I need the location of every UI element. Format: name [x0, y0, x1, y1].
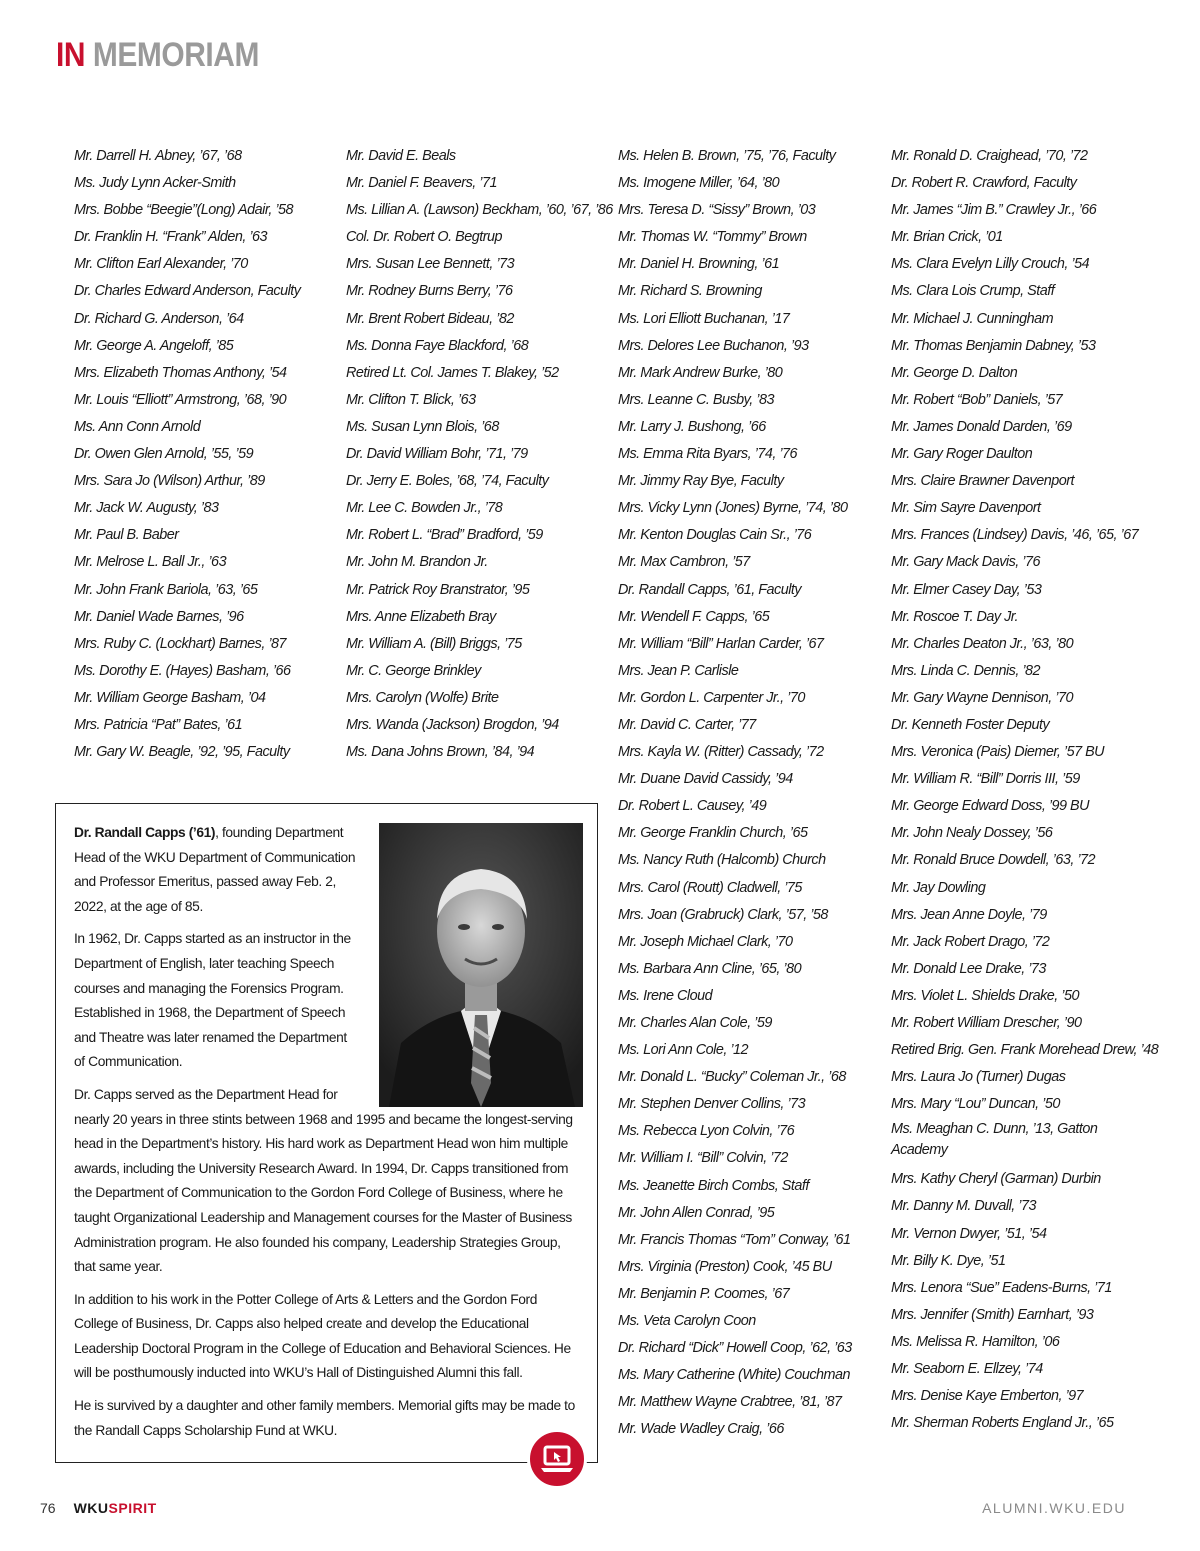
memoriam-name: Mr. George D. Dalton — [891, 364, 1018, 381]
memoriam-name: Mrs. Kayla W. (Ritter) Cassady, ’72 — [618, 744, 824, 761]
memoriam-name: Ms. Donna Faye Blackford, ’68 — [346, 337, 529, 354]
memoriam-name: Mrs. Frances (Lindsey) Davis, ’46, ’65, ’67 — [891, 527, 1139, 544]
memoriam-name: Mrs. Elizabeth Thomas Anthony, ’54 — [74, 364, 287, 381]
memoriam-name: Mr. Donald L. “Bucky” Coleman Jr., ’68 — [618, 1069, 846, 1086]
memoriam-name: Mr. Joseph Michael Clark, ’70 — [618, 933, 793, 950]
memoriam-name: Dr. Franklin H. “Frank” Alden, ’63 — [74, 229, 268, 246]
memoriam-name: Mr. David E. Beals — [346, 148, 456, 164]
memoriam-name: Mrs. Patricia “Pat” Bates, ’61 — [74, 716, 243, 733]
memoriam-name: Retired Lt. Col. James T. Blakey, ’52 — [346, 364, 559, 381]
memoriam-name: Mr. George Franklin Church, ’65 — [618, 825, 808, 842]
memoriam-name: Mr. Wendell F. Capps, ’65 — [618, 608, 770, 625]
memoriam-name: Mrs. Ruby C. (Lockhart) Barnes, ’87 — [74, 635, 287, 652]
memoriam-name: Mr. Gary W. Beagle, ’92, ’95, Faculty — [74, 744, 290, 761]
memoriam-name: Mr. Patrick Roy Branstrator, ’95 — [346, 581, 530, 598]
memoriam-name: Dr. Charles Edward Anderson, Faculty — [74, 283, 301, 300]
memoriam-name: Mr. Kenton Douglas Cain Sr., ’76 — [618, 527, 812, 544]
memoriam-name: Mr. Vernon Dwyer, ’51, ’54 — [891, 1225, 1047, 1242]
memoriam-name: Mr. Daniel F. Beavers, ’71 — [346, 175, 497, 192]
memoriam-name: Mr. David C. Carter, ’77 — [618, 716, 756, 733]
memoriam-name: Mrs. Veronica (Pais) Diemer, ’57 BU — [891, 744, 1105, 761]
memoriam-name: Mr. Ronald Bruce Dowdell, ’63, ’72 — [891, 852, 1096, 869]
memoriam-name: Mr. Roscoe T. Day Jr. — [891, 608, 1019, 625]
memoriam-name: Dr. Owen Glen Arnold, ’55, ’59 — [74, 446, 254, 463]
memoriam-name: Mr. Darrell H. Abney, ’67, ’68 — [74, 148, 242, 164]
memoriam-name: Ms. Nancy Ruth (Halcomb) Church — [618, 852, 826, 869]
memoriam-name: Mr. Clifton Earl Alexander, ’70 — [74, 256, 248, 273]
memoriam-name: Mr. Robert William Drescher, ’90 — [891, 1015, 1082, 1031]
page-number: 76 — [40, 1500, 56, 1516]
memoriam-name: Mrs. Violet L. Shields Drake, ’50 — [891, 987, 1079, 1004]
memoriam-name: Mrs. Vicky Lynn (Jones) Byrne, ’74, ’80 — [618, 500, 848, 517]
memoriam-name: Mr. William I. “Bill” Colvin, ’72 — [618, 1150, 788, 1167]
brand-spirit: SPIRIT — [108, 1500, 157, 1516]
memoriam-name: Mrs. Carol (Routt) Cladwell, ’75 — [618, 879, 802, 896]
memoriam-name: Ms. Susan Lynn Blois, ’68 — [346, 418, 499, 435]
memoriam-name: Mr. Billy K. Dye, ’51 — [891, 1252, 1006, 1269]
memoriam-name: Ms. Lori Ann Cole, ’12 — [618, 1042, 749, 1059]
memoriam-name: Mrs. Leanne C. Busby, ’83 — [618, 391, 775, 408]
memoriam-name: Ms. Clara Lois Crump, Staff — [891, 283, 1055, 300]
memoriam-name: Mr. Daniel H. Browning, ’61 — [618, 256, 780, 273]
memoriam-name: Mr. Brent Robert Bideau, ’82 — [346, 310, 514, 327]
memoriam-name: Dr. Jerry E. Boles, ’68, ’74, Faculty — [346, 473, 549, 490]
memoriam-name: Dr. Robert R. Crawford, Faculty — [891, 175, 1077, 192]
memoriam-name: Mr. James Donald Darden, ’69 — [891, 418, 1072, 435]
memoriam-name: Mr. Max Cambron, ’57 — [618, 554, 750, 571]
memoriam-name: Mr. Daniel Wade Barnes, ’96 — [74, 608, 244, 625]
memoriam-name: Mrs. Delores Lee Buchanon, ’93 — [618, 337, 809, 354]
memoriam-name: Ms. Melissa R. Hamilton, ’06 — [891, 1333, 1060, 1350]
obituary-box — [55, 803, 598, 1463]
memoriam-name: Dr. David William Bohr, ’71, ’79 — [346, 446, 528, 463]
name-column-2 — [346, 144, 613, 767]
obituary-paragraph-4: In addition to his work in the Potter College of Arts & Letters and the Gordon Ford College of Business, Dr. Capps also helped create and develop the Educational Leadership Doctoral Program in the College of Education and Behavioral Sciences. He will be posthumously inducted into WKU’s Hall of Distinguished Alumni this fall. — [74, 1291, 571, 1381]
memoriam-name: Ms. Rebecca Lyon Colvin, ’76 — [618, 1123, 795, 1140]
memoriam-name: Mrs. Susan Lee Bennett, ’73 — [346, 256, 515, 273]
memoriam-name: Mr. Benjamin P. Coomes, ’67 — [618, 1285, 790, 1302]
memoriam-name: Mr. Charles Alan Cole, ’59 — [618, 1015, 772, 1031]
memoriam-name: Mr. George A. Angeloff, ’85 — [74, 337, 234, 354]
laptop-icon-glyph — [530, 1432, 584, 1486]
memoriam-name: Mr. Wade Wadley Craig, ’66 — [618, 1421, 784, 1438]
memoriam-name: Ms. Dorothy E. (Hayes) Basham, ’66 — [74, 662, 291, 679]
memoriam-name: Mr. Michael J. Cunningham — [891, 310, 1054, 327]
memoriam-name: Mr. Duane David Cassidy, ’94 — [618, 771, 793, 788]
memoriam-name: Mrs. Lenora “Sue” Eadens-Burns, ’71 — [891, 1279, 1112, 1296]
obituary-text — [74, 821, 582, 1451]
memoriam-name: Mr. Ronald D. Craighead, ’70, ’72 — [891, 148, 1088, 164]
obituary-name: Dr. Randall Capps (’61) — [74, 825, 216, 840]
memoriam-name: Mr. Lee C. Bowden Jr., ’78 — [346, 500, 503, 517]
memoriam-name: Mr. Danny M. Duvall, ’73 — [891, 1198, 1037, 1215]
memoriam-name: Mrs. Joan (Grabruck) Clark, ’57, ’58 — [618, 906, 828, 923]
memoriam-name: Mrs. Laura Jo (Turner) Dugas — [891, 1069, 1066, 1086]
memoriam-name: Mr. John Allen Conrad, ’95 — [618, 1204, 775, 1221]
memoriam-name: Mr. William A. (Bill) Briggs, ’75 — [346, 635, 522, 652]
memoriam-name: Mrs. Jean Anne Doyle, ’79 — [891, 906, 1047, 923]
memoriam-name: Mr. Francis Thomas “Tom” Conway, ’61 — [618, 1231, 851, 1248]
memoriam-name: Mr. Louis “Elliott” Armstrong, ’68, ’90 — [74, 391, 287, 408]
memoriam-name: Ms. Lillian A. (Lawson) Beckham, ’60, ’67, ’86 — [346, 202, 613, 219]
memoriam-name: Mrs. Teresa D. “Sissy” Brown, ’03 — [618, 202, 816, 219]
memoriam-name: Ms. Jeanette Birch Combs, Staff — [618, 1177, 809, 1194]
memoriam-name: Ms. Clara Evelyn Lilly Crouch, ’54 — [891, 256, 1090, 273]
memoriam-name: Mrs. Carolyn (Wolfe) Brite — [346, 689, 499, 706]
obituary-intro: , founding Department Head of the WKU Department of Communication and Professor Emeritus, passed away Feb. 2, 2022, at the age of 85. — [74, 825, 356, 914]
memoriam-name: Mrs. Bobbe “Beegie”(Long) Adair, ’58 — [74, 202, 294, 219]
memoriam-name: Mr. Thomas W. “Tommy” Brown — [618, 229, 807, 246]
obituary-paragraph-2: In 1962, Dr. Capps started as an instructor in the Department of English, later teaching Speech courses and managing the Forensics Program. Established in 1968, the Department of Speech and Theatre was later renamed the Department of Communication. — [74, 931, 351, 1070]
memoriam-name: Mr. John Frank Bariola, ’63, ’65 — [74, 581, 258, 598]
memoriam-name: Mr. William “Bill” Harlan Carder, ’67 — [618, 635, 824, 652]
memoriam-name: Mr. James “Jim B.” Crawley Jr., ’66 — [891, 202, 1097, 219]
name-column-1 — [74, 144, 300, 767]
memoriam-name: Ms. Meaghan C. Dunn, ’13, Gatton Academy — [891, 1121, 1098, 1159]
memoriam-name: Ms. Mary Catherine (White) Couchman — [618, 1367, 851, 1384]
memoriam-name: Mr. Sherman Roberts England Jr., ’65 — [891, 1415, 1114, 1432]
memoriam-name: Mr. Sim Sayre Davenport — [891, 500, 1041, 517]
memoriam-name: Ms. Emma Rita Byars, ’74, ’76 — [618, 446, 798, 463]
memoriam-name: Mrs. Linda C. Dennis, ’82 — [891, 662, 1041, 679]
memoriam-name: Ms. Imogene Miller, ’64, ’80 — [618, 175, 780, 192]
memoriam-name: Mr. Charles Deaton Jr., ’63, ’80 — [891, 635, 1074, 652]
memoriam-name: Mrs. Sara Jo (Wilson) Arthur, ’89 — [74, 473, 265, 490]
memoriam-name: Dr. Kenneth Foster Deputy — [891, 716, 1050, 733]
memoriam-name: Dr. Robert L. Causey, ’49 — [618, 798, 767, 815]
memoriam-name: Ms. Barbara Ann Cline, ’65, ’80 — [618, 960, 802, 977]
memoriam-name: Retired Brig. Gen. Frank Morehead Drew, ’48 — [891, 1042, 1159, 1059]
memoriam-name: Mrs. Wanda (Jackson) Brogdon, ’94 — [346, 716, 559, 733]
memoriam-name: Mr. Seaborn E. Ellzey, ’74 — [891, 1361, 1043, 1378]
memoriam-name: Mr. Jimmy Ray Bye, Faculty — [618, 473, 784, 490]
memoriam-name: Ms. Dana Johns Brown, ’84, ’94 — [346, 744, 535, 761]
laptop-icon[interactable] — [527, 1429, 587, 1489]
memoriam-name: Mr. Thomas Benjamin Dabney, ’53 — [891, 337, 1096, 354]
brand-wku: WKU — [73, 1500, 109, 1516]
memoriam-name: Mr. Gary Mack Davis, ’76 — [891, 554, 1040, 571]
memoriam-name: Mr. Gary Roger Daulton — [891, 446, 1033, 463]
memoriam-name: Ms. Lori Elliott Buchanan, ’17 — [618, 310, 790, 327]
memoriam-name: Mrs. Kathy Cheryl (Garman) Durbin — [891, 1171, 1101, 1188]
memoriam-name: Ms. Irene Cloud — [618, 987, 713, 1004]
memoriam-name: Mr. Jack W. Augusty, ’83 — [74, 500, 219, 517]
memoriam-name: Mr. Jack Robert Drago, ’72 — [891, 933, 1050, 950]
memoriam-name: Mr. Robert L. “Brad” Bradford, ’59 — [346, 527, 543, 544]
memoriam-name: Mrs. Claire Brawner Davenport — [891, 473, 1075, 490]
memoriam-name: Mr. John M. Brandon Jr. — [346, 554, 488, 571]
memoriam-name: Mr. Donald Lee Drake, ’73 — [891, 960, 1046, 977]
memoriam-name: Col. Dr. Robert O. Begtrup — [346, 229, 503, 246]
memoriam-name: Mr. Gordon L. Carpenter Jr., ’70 — [618, 689, 805, 706]
name-column-3 — [618, 144, 852, 1445]
memoriam-name: Mr. William George Basham, ’04 — [74, 689, 266, 706]
memoriam-name: Mr. John Nealy Dossey, ’56 — [891, 825, 1053, 842]
memoriam-name: Mr. Paul B. Baber — [74, 527, 179, 544]
memoriam-name: Ms. Judy Lynn Acker-Smith — [74, 175, 236, 192]
memoriam-name: Mrs. Jennifer (Smith) Earnhart, ’93 — [891, 1306, 1094, 1323]
memoriam-name: Mr. Mark Andrew Burke, ’80 — [618, 364, 783, 381]
memoriam-name: Mrs. Virginia (Preston) Cook, ’45 BU — [618, 1258, 832, 1275]
memoriam-name: Mr. C. George Brinkley — [346, 662, 481, 679]
memoriam-name: Mrs. Mary “Lou” Duncan, ’50 — [891, 1096, 1060, 1113]
obituary-paragraph-5: He is survived by a daughter and other family members. Memorial gifts may be made to the Randall Capps Scholarship Fund at WKU. — [74, 1398, 575, 1438]
memoriam-name: Mr. Melrose L. Ball Jr., ’63 — [74, 554, 227, 571]
memoriam-name: Mrs. Anne Elizabeth Bray — [346, 608, 496, 625]
memoriam-name: Mrs. Jean P. Carlisle — [618, 662, 739, 679]
memoriam-name: Ms. Veta Carolyn Coon — [618, 1313, 756, 1330]
memoriam-name: Mr. Brian Crick, ’01 — [891, 229, 1003, 246]
page-title — [56, 36, 259, 75]
memoriam-name: Ms. Ann Conn Arnold — [74, 418, 201, 435]
footer-url[interactable]: ALUMNI.WKU.EDU — [982, 1500, 1126, 1516]
memoriam-name: Mr. George Edward Doss, ’99 BU — [891, 798, 1090, 815]
title-in: IN — [56, 36, 86, 74]
memoriam-name: Mr. William R. “Bill” Dorris III, ’59 — [891, 771, 1080, 788]
memoriam-name: Mr. Robert “Bob” Daniels, ’57 — [891, 391, 1063, 408]
obituary-paragraph-3: Dr. Capps served as the Department Head for nearly 20 years in three stints between 1968 and 1995 and became the longest-serving head in the Department’s history. His hard work as Department Head won him multiple awards, including the University Research Award. In 1994, Dr. Capps transitioned from the Department of Communication to the Gordon Ford College of Business, where he taught Organizational Leadership and Management courses for the Master of Business Administration program. He also founded his company, Leadership Strategies Group, that same year. — [74, 1086, 573, 1275]
title-memoriam: MEMORIAM — [92, 36, 259, 74]
memoriam-name: Mr. Matthew Wayne Crabtree, ’81, ’87 — [618, 1394, 842, 1411]
memoriam-name: Mr. Larry J. Bushong, ’66 — [618, 418, 766, 435]
memoriam-name: Dr. Richard “Dick” Howell Coop, ’62, ’63 — [618, 1340, 852, 1357]
memoriam-name: Mr. Gary Wayne Dennison, ’70 — [891, 689, 1073, 706]
memoriam-name: Ms. Helen B. Brown, ’75, ’76, Faculty — [618, 148, 836, 164]
memoriam-name: Dr. Richard G. Anderson, ’64 — [74, 310, 244, 327]
memoriam-name: Mr. Clifton T. Blick, ’63 — [346, 391, 476, 408]
memoriam-name: Mr. Rodney Burns Berry, ’76 — [346, 283, 513, 300]
memoriam-name: Dr. Randall Capps, ’61, Faculty — [618, 581, 802, 598]
memoriam-name: Mr. Stephen Denver Collins, ’73 — [618, 1096, 806, 1113]
memoriam-name: Mr. Elmer Casey Day, ’53 — [891, 581, 1042, 598]
memoriam-name: Mr. Jay Dowling — [891, 879, 986, 896]
memoriam-name: Mrs. Denise Kaye Emberton, ’97 — [891, 1388, 1084, 1405]
footer-page-info — [40, 1500, 157, 1516]
name-column-4 — [891, 144, 1158, 1438]
memoriam-name: Mr. Richard S. Browning — [618, 283, 762, 300]
